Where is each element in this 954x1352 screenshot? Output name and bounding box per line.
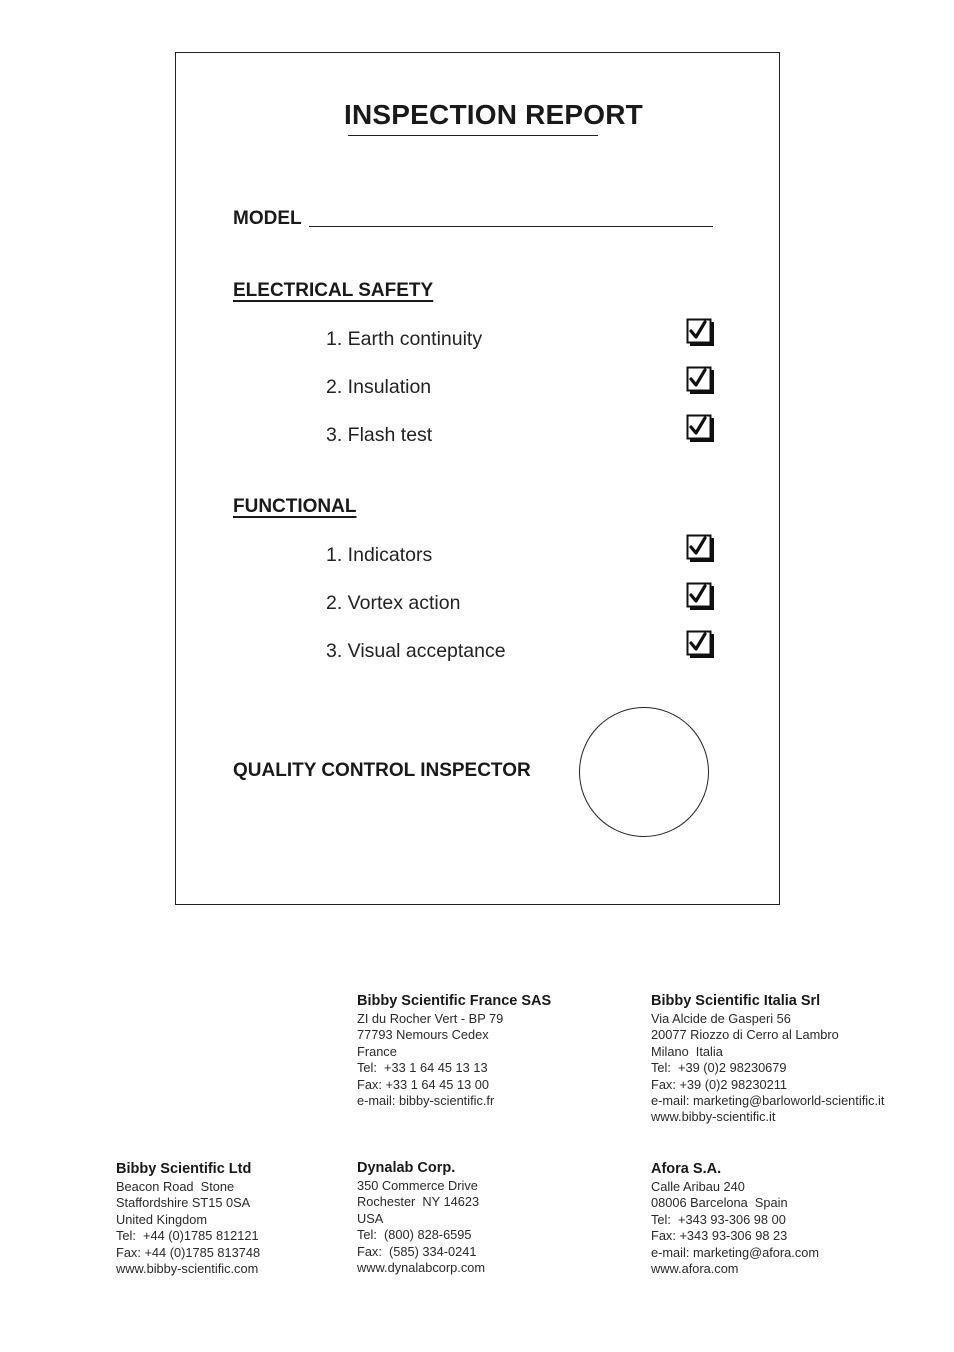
address-line: United Kingdom <box>116 1211 208 1227</box>
address-line: Rochester NY 14623 <box>357 1194 480 1210</box>
phone-line: Tel: +343 93-306 98 00 <box>651 1211 786 1227</box>
checked-checkbox-icon <box>686 534 716 564</box>
functional-item-vortex-action: 2. Vortex action <box>326 592 461 614</box>
company-name: Bibby Scientific France SAS <box>357 993 552 1009</box>
email-line: e-mail: marketing@barloworld-scientific.it <box>651 1093 885 1109</box>
functional-heading: FUNCTIONAL <box>233 496 357 517</box>
address-line: ZI du Rocher Vert - BP 79 <box>357 1011 504 1026</box>
website-line: www.bibby-scientific.it <box>651 1109 776 1125</box>
company-name: Dynalab Corp. <box>357 1160 456 1176</box>
address-line: 08006 Barcelona Spain <box>651 1195 788 1211</box>
checked-checkbox-icon <box>686 366 716 396</box>
phone-line: Tel: (800) 828-6595 <box>357 1227 472 1243</box>
address-block-ltd <box>116 1159 260 1277</box>
fax-line: Fax: +44 (0)1785 813748 <box>116 1244 261 1260</box>
electrical-item-insulation: 2. Insulation <box>326 376 432 398</box>
website-line: www.dynalabcorp.com <box>357 1260 486 1276</box>
fax-line: Fax: (585) 334-0241 <box>357 1243 477 1259</box>
phone-line: Tel: +33 1 64 45 13 13 <box>357 1060 488 1076</box>
model-field-line <box>309 226 713 227</box>
checked-checkbox-icon <box>686 582 716 612</box>
checked-checkbox-icon <box>686 318 716 348</box>
address-line: France <box>357 1043 397 1059</box>
website-line: www.afora.com <box>651 1261 739 1277</box>
address-line: Staffordshire ST15 0SA <box>116 1195 251 1211</box>
email-line: e-mail: marketing@afora.com <box>651 1244 820 1260</box>
address-block-dynalab <box>357 1158 485 1276</box>
address-line: Milano Italia <box>651 1043 723 1059</box>
report-title: INSPECTION REPORT <box>344 99 643 130</box>
address-line: 20077 Riozzo di Cerro al Lambro <box>651 1027 839 1043</box>
address-line: Beacon Road Stone <box>116 1179 235 1194</box>
fax-line: Fax: +39 (0)2 98230211 <box>651 1076 788 1092</box>
functional-item-indicators: 1. Indicators <box>326 544 433 566</box>
fax-line: Fax: +33 1 64 45 13 00 <box>357 1076 489 1092</box>
phone-line: Tel: +39 (0)2 98230679 <box>651 1060 787 1076</box>
electrical-item-flash-test: 3. Flash test <box>326 424 433 446</box>
model-label: MODEL <box>233 208 302 229</box>
address-block-afora <box>651 1159 819 1277</box>
company-name: Bibby Scientific Italia Srl <box>651 993 821 1009</box>
functional-item-visual-acceptance: 3. Visual acceptance <box>326 640 506 662</box>
website-line: www.bibby-scientific.com <box>116 1261 259 1277</box>
inspector-stamp-circle <box>579 707 709 837</box>
address-line: Via Alcide de Gasperi 56 <box>651 1011 791 1026</box>
address-block-italia <box>651 991 884 1126</box>
company-name: Afora S.A. <box>651 1161 722 1177</box>
phone-line: Tel: +44 (0)1785 812121 <box>116 1228 259 1244</box>
quality-control-inspector-label: QUALITY CONTROL INSPECTOR <box>233 760 531 781</box>
checked-checkbox-icon <box>686 414 716 444</box>
email-line: e-mail: bibby-scientific.fr <box>357 1093 495 1109</box>
inspection-report-frame <box>175 52 780 905</box>
address-line: Calle Aribau 240 <box>651 1179 745 1194</box>
address-line: 350 Commerce Drive <box>357 1178 478 1193</box>
address-line: 77793 Nemours Cedex <box>357 1027 489 1043</box>
electrical-safety-heading: ELECTRICAL SAFETY <box>233 280 434 301</box>
address-block-france <box>357 991 551 1109</box>
company-name: Bibby Scientific Ltd <box>116 1161 252 1177</box>
fax-line: Fax: +343 93-306 98 23 <box>651 1228 788 1244</box>
address-line: USA <box>357 1210 384 1226</box>
electrical-item-earth-continuity: 1. Earth continuity <box>326 328 483 350</box>
checked-checkbox-icon <box>686 630 716 660</box>
title-underline <box>348 135 598 136</box>
